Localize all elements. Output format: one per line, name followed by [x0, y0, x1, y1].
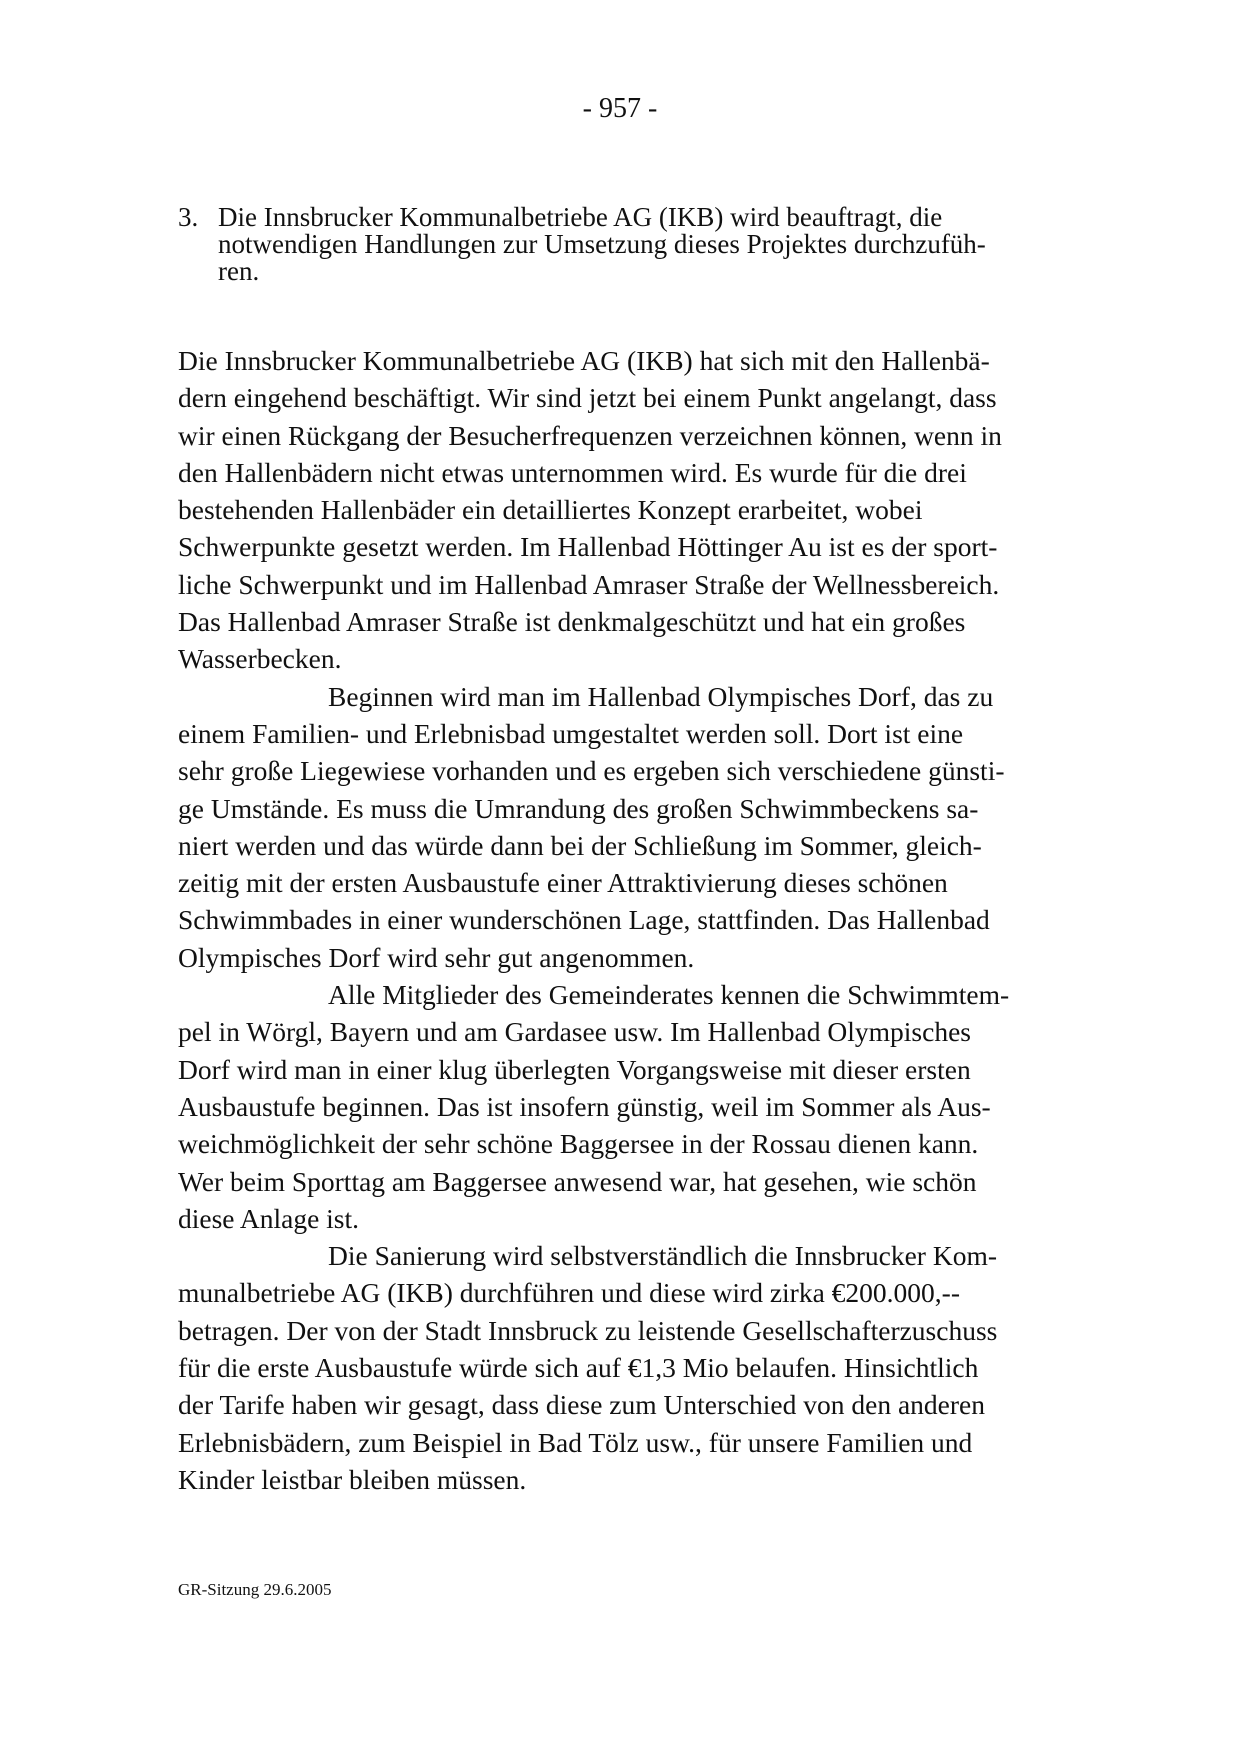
text-line: Die Innsbrucker Kommunalbetriebe AG (IKB) hat sich mit den Hallenbä-	[178, 345, 990, 376]
list-item-line: ren.	[218, 256, 260, 286]
text-line: Erlebnisbädern, zum Beispiel in Bad Tölz usw., für unsere Familien und	[178, 1426, 973, 1458]
text-line-indented: Beginnen wird man im Hallenbad Olympisches Dorf, das zu	[328, 680, 994, 712]
page-number: - 957 -	[582, 93, 658, 124]
text-line: sehr große Liegewiese vorhanden und es ergeben sich verschiedene günsti-	[178, 755, 1005, 787]
list-item-number: 3.	[178, 202, 199, 232]
list-item-line: notwendigen Handlungen zur Umsetzung dieses Projektes durchzufüh-	[218, 229, 986, 259]
body-text	[178, 342, 1078, 1498]
text-line: Dorf wird man in einer klug überlegten Vorgangsweise mit dieser ersten	[178, 1053, 971, 1085]
text-line: bestehenden Hallenbäder ein detailliertes Konzept erarbeitet, wobei	[178, 494, 923, 526]
text-line: niert werden und das würde dann bei der Schließung im Sommer, gleich-	[178, 829, 982, 861]
text-line: Schwerpunkte gesetzt werden. Im Hallenbad Höttinger Au ist es der sport-	[178, 531, 998, 563]
text-line: Ausbaustufe beginnen. Das ist insofern günstig, weil im Sommer als Aus-	[178, 1090, 991, 1122]
text-line: ge Umstände. Es muss die Umrandung des großen Schwimmbeckens sa-	[178, 792, 979, 824]
text-line-indented: Die Sanierung wird selbstverständlich die Innsbrucker Kom-	[328, 1240, 997, 1272]
text-line: liche Schwerpunkt und im Hallenbad Amraser Straße der Wellnessbereich.	[178, 568, 1000, 600]
text-line: diese Anlage ist.	[178, 1202, 360, 1234]
list-item-line: Die Innsbrucker Kommunalbetriebe AG (IKB) wird beauftragt, die	[218, 202, 943, 232]
text-line: dern eingehend beschäftigt. Wir sind jetzt bei einem Punkt angelangt, dass	[178, 382, 997, 414]
text-line: pel in Wörgl, Bayern und am Gardasee usw. Im Hallenbad Olympisches	[178, 1016, 971, 1048]
list-item-text	[218, 204, 1068, 285]
text-line: zeitig mit der ersten Ausbaustufe einer Attraktivierung dieses schönen	[178, 867, 948, 899]
text-line: weichmöglichkeit der sehr schöne Baggersee in der Rossau dienen kann.	[178, 1128, 979, 1160]
text-line: Das Hallenbad Amraser Straße ist denkmalgeschützt und hat ein großes	[178, 606, 966, 638]
text-line: betragen. Der von der Stadt Innsbruck zu leistende Gesellschafterzuschuss	[178, 1314, 998, 1346]
text-line: wir einen Rückgang der Besucherfrequenzen verzeichnen können, wenn in	[178, 419, 1002, 451]
text-line: Olympisches Dorf wird sehr gut angenommen.	[178, 941, 695, 973]
text-line: Wasserbecken.	[178, 643, 342, 675]
text-line-indented: Alle Mitglieder des Gemeinderates kennen die Schwimmtem-	[328, 979, 1010, 1011]
text-line: für die erste Ausbaustufe würde sich auf €1,3 Mio belaufen. Hinsichtlich	[178, 1352, 979, 1384]
text-line: einem Familien- und Erlebnisbad umgestaltet werden soll. Dort ist eine	[178, 717, 964, 749]
text-line: Schwimmbades in einer wunderschönen Lage, stattfinden. Das Hallenbad	[178, 904, 990, 936]
text-line: der Tarife haben wir gesagt, dass diese zum Unterschied von den anderen	[178, 1389, 985, 1421]
text-line: Wer beim Sporttag am Baggersee anwesend war, hat gesehen, wie schön	[178, 1165, 977, 1197]
text-line: den Hallenbädern nicht etwas unternommen wird. Es wurde für die drei	[178, 456, 967, 488]
text-line: munalbetriebe AG (IKB) durchführen und diese wird zirka €200.000,--	[178, 1277, 960, 1309]
footer-session-date: GR-Sitzung 29.6.2005	[178, 1580, 332, 1599]
text-line: Kinder leistbar bleiben müssen.	[178, 1463, 527, 1495]
